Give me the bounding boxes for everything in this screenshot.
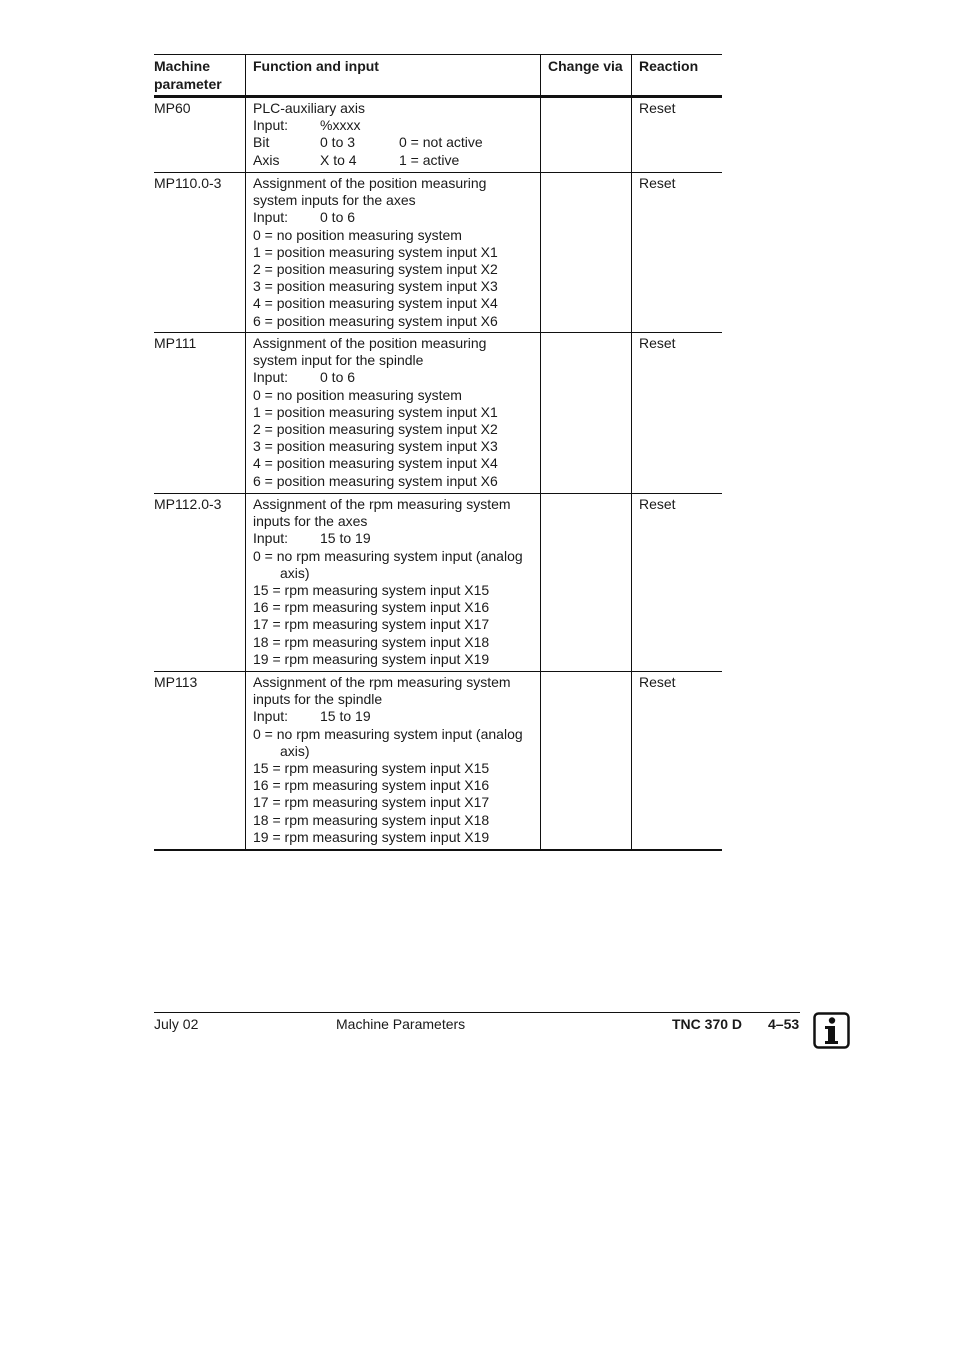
reaction-cell: Reset [639,674,676,690]
function-line: 16 = rpm measuring system input X16 [253,777,490,794]
header-bottom-rule [154,95,722,98]
table-bottom-rule [154,849,722,851]
function-line: Input: 0 to 6 [253,369,356,386]
function-line: 6 = position measuring system input X6 [253,312,498,329]
function-cell [253,175,498,330]
footer-section-title: Machine Parameters [336,1016,466,1032]
parameter-cell: MP113 [154,674,198,690]
function-line: 3 = position measuring system input X3 [253,438,498,455]
function-line: Assignment of the position measuring [253,335,487,351]
column-divider [540,54,541,851]
function-line: 2 = position measuring system input X2 [253,260,498,277]
parameter-cell: MP111 [154,335,197,351]
function-line: 0 = no rpm measuring system input (analog [253,547,523,564]
footer-date: July 02 [154,1016,199,1032]
column-divider [245,54,246,851]
reaction-cell: Reset [639,335,676,351]
function-line: 0 = no position measuring system [253,386,462,403]
column-divider [631,54,632,851]
function-line: 17 = rpm measuring system input X17 [253,616,490,633]
function-line: system input for the spindle [253,352,424,369]
function-line: Input: 15 to 19 [253,530,371,547]
row-divider [154,493,722,494]
function-line: Input: 0 to 6 [253,209,356,226]
function-line: 4 = position measuring system input X4 [253,295,498,312]
header-machine-parameter: Machine parameter [154,58,222,92]
header-change-via: Change via [548,58,623,74]
function-cell [253,496,523,668]
function-line: 0 = no rpm measuring system input (analog [253,725,523,742]
parameter-cell: MP110.0-3 [154,175,222,191]
header-function-and-input: Function and input [253,58,379,74]
function-cell [253,335,498,490]
function-line: Assignment of the position measuring [253,175,487,191]
footer-rule [154,1012,800,1013]
function-line: PLC-auxiliary axis [253,100,366,116]
row-divider [154,671,722,672]
function-line: 15 = rpm measuring system input X15 [253,581,490,598]
function-line: 1 = position measuring system input X1 [253,243,498,260]
function-line: 17 = rpm measuring system input X17 [253,794,490,811]
function-line: inputs for the axes [253,513,368,530]
function-line: 6 = position measuring system input X6 [253,472,498,489]
function-line: axis) [280,742,310,759]
function-line: 18 = rpm measuring system input X18 [253,811,490,828]
reaction-cell: Reset [639,100,676,116]
function-line: Assignment of the rpm measuring system [253,496,511,512]
function-line: inputs for the spindle [253,691,383,708]
info-icon [813,1012,850,1049]
function-cell [253,100,483,169]
function-line: 18 = rpm measuring system input X18 [253,633,490,650]
footer-page-number: 4–53 [768,1016,800,1032]
function-line: 15 = rpm measuring system input X15 [253,759,490,776]
function-line: 3 = position measuring system input X3 [253,278,498,295]
footer-product: TNC 370 D [672,1016,743,1032]
parameter-cell: MP112.0-3 [154,496,222,512]
function-line: Input: %xxxx [253,117,361,134]
function-line: 1 = position measuring system input X1 [253,403,498,420]
header-reaction: Reaction [639,58,699,74]
function-line: Assignment of the rpm measuring system [253,674,511,690]
function-line: 16 = rpm measuring system input X16 [253,599,490,616]
function-line: system inputs for the axes [253,192,416,209]
function-line: 0 = no position measuring system [253,226,462,243]
function-line: axis) [280,564,310,581]
function-cell [253,674,523,846]
parameter-cell: MP60 [154,100,191,116]
function-line: Input: 15 to 19 [253,708,371,725]
function-line: 2 = position measuring system input X2 [253,420,498,437]
table-top-rule [154,54,722,55]
row-divider [154,332,722,333]
reaction-cell: Reset [639,175,676,191]
function-line: 19 = rpm measuring system input X19 [253,650,490,667]
row-divider [154,172,722,173]
reaction-cell: Reset [639,496,676,512]
function-line: 19 = rpm measuring system input X19 [253,828,490,845]
function-line: 4 = position measuring system input X4 [253,455,498,472]
function-line: Axis X to 4 1 = active [253,151,460,168]
function-line: Bit 0 to 3 0 = not active [253,134,483,151]
